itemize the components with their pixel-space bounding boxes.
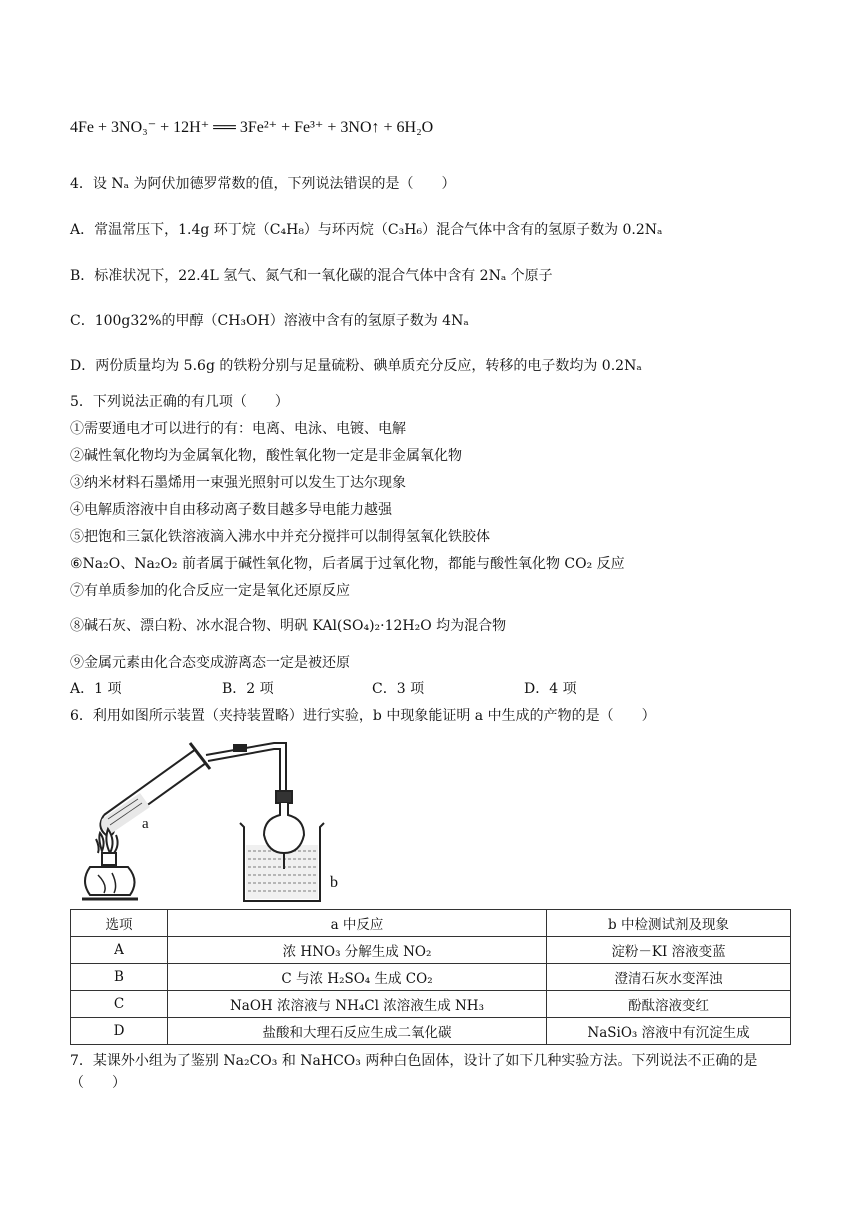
q5-item-2: ②碱性氧化物均为金属氧化物，酸性氧化物一定是非金属氧化物 xyxy=(70,448,462,464)
q5-item-8: ⑧碱石灰、漂白粉、冰水混合物、明矾 KAl(SO₄)₂·12H₂O 均为混合物 xyxy=(70,618,507,634)
apparatus-figure xyxy=(68,735,368,905)
q4-option-c: C．100g32%的甲醇（CH₃OH）溶液中含有的氢原子数为 4Nₐ xyxy=(70,313,469,329)
table-header-reaction: a 中反应 xyxy=(168,910,547,937)
table-cell: 淀粉－KI 溶液变蓝 xyxy=(547,937,791,964)
q5-option-d: D．4 项 xyxy=(524,681,577,697)
table-header-detection: b 中检测试剂及现象 xyxy=(547,910,791,937)
table-row xyxy=(71,964,791,991)
figure-label-a: a xyxy=(142,816,149,832)
apparatus-diagram xyxy=(68,735,368,905)
q5-option-a: A．1 项 xyxy=(70,681,122,697)
table-cell: B xyxy=(71,964,168,991)
table-header-option: 选项 xyxy=(71,910,168,937)
q5-item-3: ③纳米材料石墨烯用一束强光照射可以发生丁达尔现象 xyxy=(70,475,406,491)
q5-item-1: ①需要通电才可以进行的有：电离、电泳、电镀、电解 xyxy=(70,421,406,437)
alcohol-lamp xyxy=(82,829,138,899)
table-cell: C 与浓 H₂SO₄ 生成 CO₂ xyxy=(168,964,547,991)
table-cell: 酚酞溶液变红 xyxy=(547,991,791,1018)
q4-stem: 4．设 Nₐ 为阿伏加德罗常数的值，下列说法错误的是（ ） xyxy=(70,176,456,192)
q6-stem: 6．利用如图所示装置（夹持装置略）进行实验，b 中现象能证明 a 中生成的产物的是（ ） xyxy=(70,708,656,724)
q4-option-b: B．标准状况下，22.4L 氢气、氮气和一氧化碳的混合气体中含有 2Nₐ 个原子 xyxy=(70,268,553,284)
table-row xyxy=(71,1018,791,1045)
table-cell: NaSiO₃ 溶液中有沉淀生成 xyxy=(547,1018,791,1045)
table-row xyxy=(71,991,791,1018)
table-cell: D xyxy=(71,1018,168,1045)
delivery-tube xyxy=(206,743,286,795)
table-row xyxy=(71,937,791,964)
q5-options xyxy=(70,679,790,699)
table-cell: NaOH 浓溶液与 NH₄Cl 浓溶液生成 NH₃ xyxy=(168,991,547,1018)
q5-item-7: ⑦有单质参加的化合反应一定是氧化还原反应 xyxy=(70,583,350,599)
table-cell: 澄清石灰水变浑浊 xyxy=(547,964,791,991)
q5-item-5: ⑤把饱和三氯化铁溶液滴入沸水中并充分搅拌可以制得氢氧化铁胶体 xyxy=(70,529,490,545)
q5-stem: 5．下列说法正确的有几项（ ） xyxy=(70,394,289,410)
q4-option-d: D．两份质量均为 5.6g 的铁粉分别与足量硫粉、碘单质充分反应，转移的电子数均为 0.2Nₐ xyxy=(70,358,642,374)
table-cell: A xyxy=(71,937,168,964)
table-header-row xyxy=(71,910,791,937)
q5-option-b: B．2 项 xyxy=(222,681,274,697)
figure-label-b: b xyxy=(330,874,338,891)
q5-item-9: ⑨金属元素由化合态变成游离态一定是被还原 xyxy=(70,655,350,671)
inverted-funnel xyxy=(264,791,304,853)
q6-options-table xyxy=(70,909,791,1045)
q5-item-4: ④电解质溶液中自由移动离子数目越多导电能力越强 xyxy=(70,502,392,518)
q4-option-a: A．常温常压下，1.4g 环丁烷（C₄H₈）与环丙烷（C₃H₆）混合气体中含有的氢原子数为 0.2Nₐ xyxy=(70,222,663,238)
table-cell: 浓 HNO₃ 分解生成 NO₂ xyxy=(168,937,547,964)
reaction-equation: 4Fe + 3NO₃⁻ + 12H⁺ ══ 3Fe²⁺ + Fe³⁺ + 3NO↑ + 6H₂O xyxy=(70,119,434,136)
q7-stem: 7．某课外小组为了鉴别 Na₂CO₃ 和 NaHCO₃ 两种白色固体，设计了如下几种实验方法。下列说法不正确的是（ ） xyxy=(70,1053,758,1091)
table-cell: 盐酸和大理石反应生成二氧化碳 xyxy=(168,1018,547,1045)
q5-option-c: C．3 项 xyxy=(372,681,425,697)
q5-item-6: ⑥Na₂O、Na₂O₂ 前者属于碱性氧化物，后者属于过氧化物，都能与酸性氧化物 CO₂ 反应 xyxy=(70,556,625,572)
table-cell: C xyxy=(71,991,168,1018)
